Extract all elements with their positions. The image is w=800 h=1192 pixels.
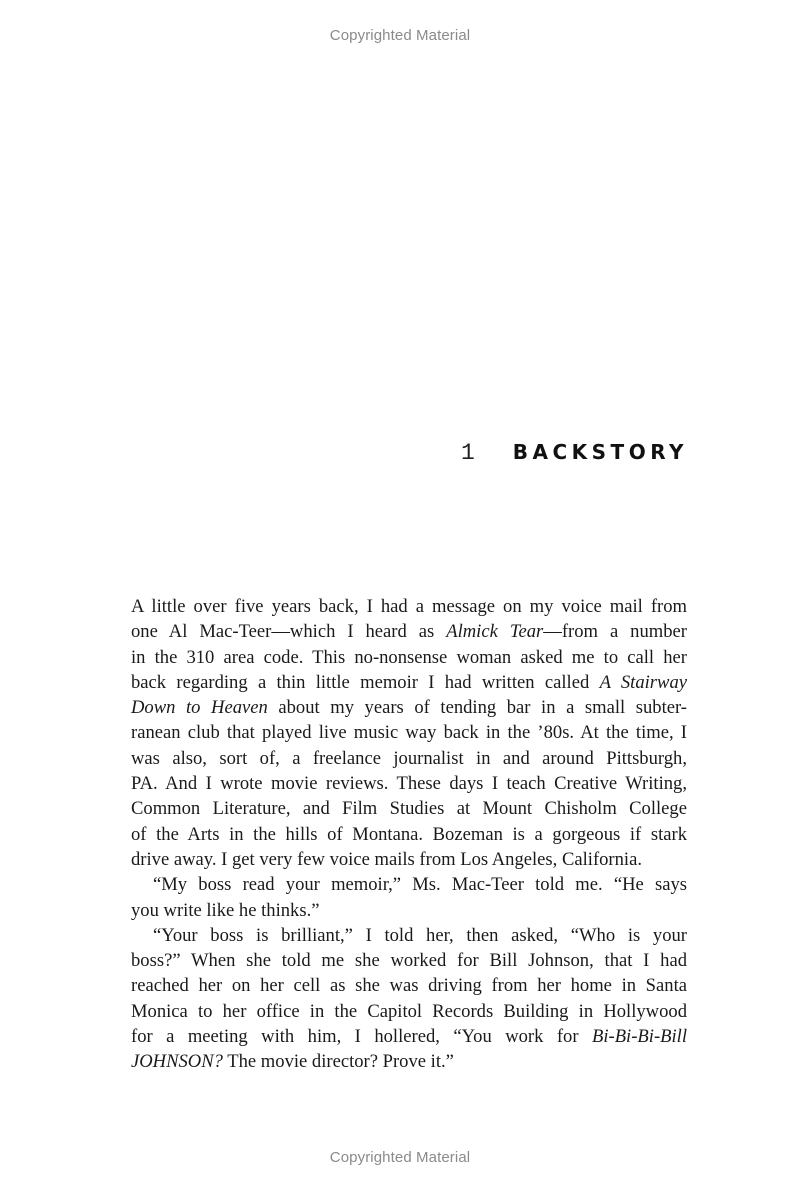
text-line: drive away. I get very few voice mails from Los Angeles, California. [131,848,642,870]
text-line: Down to Heaven about my years of tending bar in a small subter- [131,697,687,719]
text-line: of the Arts in the hills of Montana. Bozeman is a gorgeous if stark [131,823,687,845]
italic-text: JOHNSON? [131,1051,223,1073]
italic-text: Down to Heaven [131,697,268,719]
paragraph [131,872,687,923]
text-line: boss?” When she told me she worked for Bill Johnson, that I had [131,950,687,972]
text-line: JOHNSON? The movie director? Prove it.” [131,1051,454,1073]
paragraph [131,594,687,872]
italic-text: A Stairway [599,671,687,693]
text-line: Common Literature, and Film Studies at Mount Chisholm College [131,798,687,820]
chapter-heading [461,440,688,466]
text-line: for a meeting with him, I hollered, “You work for Bi-Bi-Bi-Bill [131,1026,687,1048]
text-line: reached her on her cell as she was driving from her home in Santa [131,975,687,997]
italic-text: Bi-Bi-Bi-Bill [591,1026,687,1048]
text-line: one Al Mac-Teer—which I heard as Almick Tear—from a number [131,621,687,643]
text-line: Monica to her office in the Capitol Records Building in Hollywood [131,1000,687,1022]
text-line: A little over five years back, I had a message on my voice mail from [131,596,687,617]
italic-text: Almick Tear [446,621,544,643]
text-line: “My boss read your memoir,” Ms. Mac-Teer told me. “He says [153,874,687,896]
paragraph [131,923,687,1075]
text-line: PA. And I wrote movie reviews. These days I teach Creative Writing, [131,773,687,795]
text-line: you write like he thinks.” [131,899,320,921]
chapter-number: 1 [460,440,475,466]
chapter-title: BACKSTORY [512,440,688,464]
text-line: “Your boss is brilliant,” I told her, then asked, “Who is your [153,924,687,946]
body-text [131,594,687,1075]
copyright-watermark-bottom: Copyrighted Material [329,1149,471,1166]
copyright-watermark-top: Copyrighted Material [329,27,471,44]
text-line: back regarding a thin little memoir I had written called A Stairway [131,671,687,693]
text-line: was also, sort of, a freelance journalist in and around Pittsburgh, [131,747,687,769]
text-line: in the 310 area code. This no-nonsense woman asked me to call her [131,646,687,668]
text-line: ranean club that played live music way back in the ’80s. At the time, I [131,722,687,744]
